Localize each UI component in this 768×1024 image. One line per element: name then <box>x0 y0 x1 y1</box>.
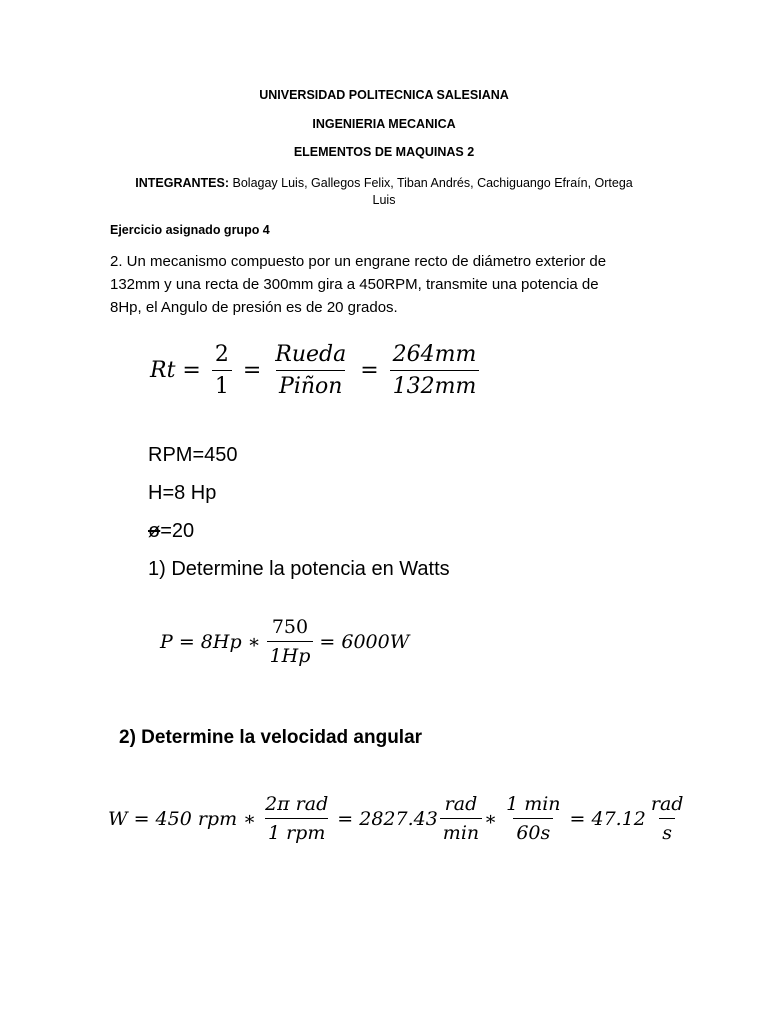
fraction-denominator: min <box>440 818 482 844</box>
velocity-intermediate: = 2827.43 <box>337 807 438 830</box>
fraction <box>212 342 232 399</box>
ratio-lhs: Rt <box>150 358 176 383</box>
velocity-equation <box>108 793 688 844</box>
equals-sign: = <box>182 358 201 383</box>
given-pressure-angle <box>148 520 194 543</box>
fraction <box>503 793 563 844</box>
problem-line: 8Hp, el Angulo de presión es de 20 grados. <box>110 299 398 316</box>
equals-sign: = <box>242 358 262 383</box>
fraction-numerator: 2π rad <box>265 793 329 815</box>
fraction-denominator: s <box>659 818 675 844</box>
members-block <box>0 175 768 209</box>
fraction-numerator: Rueda <box>275 342 347 367</box>
fraction <box>262 793 331 844</box>
fraction-numerator: 1 min <box>506 793 561 815</box>
fraction-denominator: 1 rpm <box>265 818 328 844</box>
equals-sign: = <box>360 358 379 383</box>
fraction-denominator: Piñon <box>276 370 345 399</box>
given-pressure-angle-value: =20 <box>160 520 195 542</box>
members-label: INTEGRANTES: <box>135 176 230 190</box>
theta-symbol: ø <box>148 520 161 542</box>
fraction-numerator: 2 <box>214 342 229 367</box>
fraction-numerator: 264mm <box>392 342 477 367</box>
multiply-sign: ∗ <box>484 807 498 830</box>
fraction <box>648 793 687 844</box>
power-equation <box>160 616 409 667</box>
fraction-denominator: 1 <box>212 370 232 399</box>
members-names: Bolagay Luis, Gallegos Felix, Tiban Andrés, Cachiguango Efraín, Ortega <box>232 176 633 190</box>
fraction-numerator: 750 <box>271 616 309 638</box>
power-lhs: P = 8Hp ∗ <box>160 630 261 653</box>
problem-line: 2. Un mecanismo compuesto por un engrane recto de diámetro exterior de <box>110 253 607 270</box>
fraction <box>272 342 349 399</box>
fraction <box>440 793 482 844</box>
fraction <box>267 616 314 667</box>
given-power: H=8 Hp <box>148 482 217 504</box>
given-rpm: RPM=450 <box>148 444 238 466</box>
question-1: 1) Determine la potencia en Watts <box>148 558 450 580</box>
fraction-numerator: rad <box>650 793 684 815</box>
question-2: 2) Determine la velocidad angular <box>119 727 423 748</box>
fraction-denominator: 1Hp <box>267 641 314 667</box>
velocity-lhs: W = 450 rpm ∗ <box>108 807 257 830</box>
velocity-result: = 47.12 <box>569 807 646 830</box>
career-title: INGENIERIA MECANICA <box>312 117 456 131</box>
problem-statement <box>110 250 662 319</box>
university-title: UNIVERSIDAD POLITECNICA SALESIANA <box>259 88 509 102</box>
power-rhs: = 6000W <box>319 630 410 653</box>
fraction-denominator: 132mm <box>390 370 480 399</box>
fraction-numerator: rad <box>444 793 478 815</box>
ratio-equation <box>150 342 483 399</box>
fraction <box>390 342 480 399</box>
fraction-denominator: 60s <box>513 818 553 844</box>
assignment-label: Ejercicio asignado grupo 4 <box>110 223 270 237</box>
problem-line: 132mm y una recta de 300mm gira a 450RPM, transmite una potencia de <box>110 276 599 293</box>
course-title: ELEMENTOS DE MAQUINAS 2 <box>293 145 475 159</box>
members-names-continued: Luis <box>372 193 396 207</box>
